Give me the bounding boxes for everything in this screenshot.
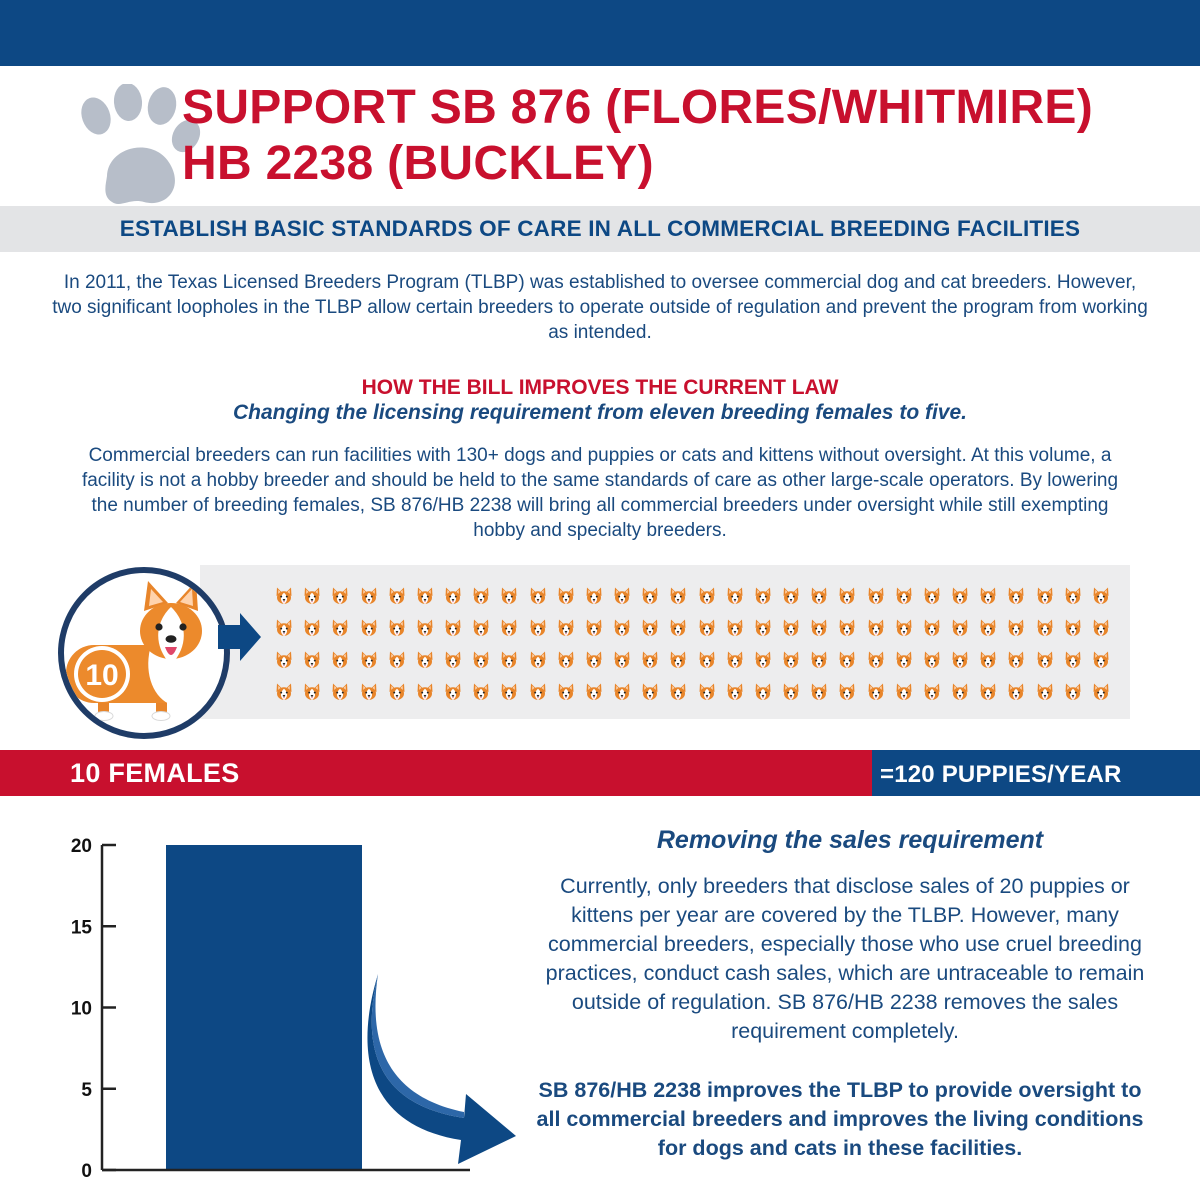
- puppy-icon: [866, 650, 886, 670]
- puppy-icon: [668, 586, 688, 606]
- puppy-icon: [471, 586, 491, 606]
- puppy-icon: [1091, 650, 1111, 670]
- puppy-icon: [330, 682, 350, 702]
- puppy-icon: [697, 618, 717, 638]
- puppy-icon: [697, 682, 717, 702]
- puppy-icon: [1035, 682, 1055, 702]
- puppy-icon: [668, 650, 688, 670]
- puppy-icon: [387, 650, 407, 670]
- puppy-icon: [866, 682, 886, 702]
- puppy-icon: [330, 618, 350, 638]
- puppy-icon: [612, 586, 632, 606]
- puppy-icon: [640, 650, 660, 670]
- puppy-icon: [781, 618, 801, 638]
- puppy-icon: [415, 650, 435, 670]
- puppy-icon: [922, 586, 942, 606]
- puppy-icon: [922, 650, 942, 670]
- puppy-icon: [387, 618, 407, 638]
- puppy-icon: [302, 586, 322, 606]
- puppy-icon: [443, 682, 463, 702]
- corgi-circle: [58, 567, 230, 739]
- puppy-icon: [584, 586, 604, 606]
- puppy-icon: [640, 682, 660, 702]
- improvement-paragraph: Commercial breeders can run facilities with 130+ dogs and puppies or cats and kittens without oversight. At this volume, a facility is not a hobby breeder and should be held to the same standards of care as other large-scale operators. By lowering the number of breeding females, SB 876/HB 2238 will bring all commercial breeders under oversight while still exempting hobby and specialty breeders.: [81, 445, 1119, 541]
- puppy-icon: [668, 682, 688, 702]
- puppy-icon: [950, 682, 970, 702]
- puppy-icon: [1063, 682, 1083, 702]
- puppy-icon: [668, 618, 688, 638]
- puppy-icon: [809, 586, 829, 606]
- puppy-icon: [922, 682, 942, 702]
- puppy-icon: [809, 650, 829, 670]
- puppy-icon: [528, 586, 548, 606]
- puppy-icon: [894, 682, 914, 702]
- puppy-icon: [556, 650, 576, 670]
- puppy-icon: [809, 682, 829, 702]
- puppy-icon: [415, 586, 435, 606]
- puppy-icon: [528, 618, 548, 638]
- puppy-icon: [978, 650, 998, 670]
- puppy-icon: [781, 682, 801, 702]
- puppy-icon: [1006, 618, 1026, 638]
- puppy-icon: [584, 650, 604, 670]
- puppy-icon: [1063, 650, 1083, 670]
- puppy-icon: [894, 618, 914, 638]
- puppy-icon: [894, 586, 914, 606]
- puppy-icon: [866, 618, 886, 638]
- puppy-icon: [330, 586, 350, 606]
- females-label: 10 FEMALES: [70, 758, 240, 788]
- puppy-icon: [978, 586, 998, 606]
- puppy-icon: [950, 586, 970, 606]
- puppy-icon: [837, 650, 857, 670]
- page-title: [182, 80, 1093, 191]
- puppy-icon: [809, 618, 829, 638]
- section-heading: HOW THE BILL IMPROVES THE CURRENT LAW: [361, 376, 839, 399]
- puppy-icon: [1006, 682, 1026, 702]
- puppy-icon: [274, 586, 294, 606]
- puppy-icon: [837, 586, 857, 606]
- puppy-icon: [387, 682, 407, 702]
- puppy-icon: [330, 650, 350, 670]
- puppy-icon: [1063, 618, 1083, 638]
- puppy-icon: [640, 586, 660, 606]
- puppy-icon: [359, 650, 379, 670]
- section-subheading: Changing the licensing requirement from eleven breeding females to five.: [233, 401, 967, 424]
- puppy-icon: [894, 650, 914, 670]
- puppy-icon: [274, 618, 294, 638]
- puppy-icon: [725, 650, 745, 670]
- corgi-icon: [64, 573, 224, 733]
- puppy-icon: [753, 618, 773, 638]
- y-tick-label: 20: [70, 836, 92, 857]
- puppy-icon: [612, 650, 632, 670]
- puppy-icon: [1091, 682, 1111, 702]
- subtitle-band: [0, 206, 1200, 252]
- puppy-panel: [200, 565, 1130, 719]
- puppy-icon: [1006, 650, 1026, 670]
- y-tick-label: 0: [81, 1161, 92, 1182]
- top-banner: [0, 0, 1200, 66]
- puppy-icon: [528, 650, 548, 670]
- y-tick-label: 15: [70, 917, 92, 939]
- chart-bar: [166, 845, 362, 1170]
- puppy-icon: [866, 586, 886, 606]
- puppy-icon: [1006, 586, 1026, 606]
- puppy-icon: [612, 618, 632, 638]
- puppy-icon: [697, 586, 717, 606]
- sales-section-heading: Removing the sales requirement: [656, 826, 1044, 854]
- puppy-icon: [302, 618, 322, 638]
- puppy-icon: [415, 682, 435, 702]
- puppy-icon: [584, 682, 604, 702]
- puppy-icon: [837, 682, 857, 702]
- puppy-icon: [499, 682, 519, 702]
- puppy-icon: [1063, 586, 1083, 606]
- puppy-icon: [978, 618, 998, 638]
- puppy-icon: [1091, 618, 1111, 638]
- puppy-icon: [387, 586, 407, 606]
- puppy-icon: [753, 586, 773, 606]
- puppy-icon: [471, 682, 491, 702]
- puppies-per-year-label: =120 PUPPIES/YEAR: [880, 761, 1122, 788]
- puppy-icon: [274, 682, 294, 702]
- title-line-1: SUPPORT SB 876 (FLORES/WHITMIRE): [182, 81, 1094, 134]
- puppy-icon: [584, 618, 604, 638]
- y-tick-label: 10: [70, 998, 92, 1020]
- puppy-icon: [1035, 586, 1055, 606]
- puppy-icon: [697, 650, 717, 670]
- puppy-icon: [302, 650, 322, 670]
- puppy-icon: [274, 650, 294, 670]
- puppy-icon: [753, 682, 773, 702]
- puppy-icon: [499, 650, 519, 670]
- puppy-icon: [725, 586, 745, 606]
- puppy-icon: [950, 650, 970, 670]
- puppy-icon: [556, 586, 576, 606]
- puppy-icon: [1035, 618, 1055, 638]
- subtitle: ESTABLISH BASIC STANDARDS OF CARE IN ALL COMMERCIAL BREEDING FACILITIES: [119, 216, 1081, 241]
- puppy-icon: [471, 650, 491, 670]
- puppy-icon: [1035, 650, 1055, 670]
- puppy-icon: [471, 618, 491, 638]
- puppy-icon: [443, 618, 463, 638]
- puppy-icon: [950, 618, 970, 638]
- arrow-right-icon: [218, 612, 262, 662]
- puppy-icon: [359, 682, 379, 702]
- puppy-icon: [443, 650, 463, 670]
- intro-paragraph: In 2011, the Texas Licensed Breeders Program (TLBP) was established to oversee commercial dog and cat breeders. However, two significant loopholes in the TLBP allow certain breeders to operate outside of regulation and prevent the program from working as intended.: [52, 272, 1148, 343]
- puppy-icon: [640, 618, 660, 638]
- y-tick-label: 5: [81, 1079, 92, 1101]
- closing-statement: SB 876/HB 2238 improves the TLBP to provide oversight to all commercial breeders and improves the living conditions for dogs and cats in these facilities.: [536, 1078, 1144, 1160]
- puppy-icon: [781, 586, 801, 606]
- puppy-icon: [753, 650, 773, 670]
- puppy-icon: [556, 618, 576, 638]
- puppy-icon: [725, 682, 745, 702]
- puppy-icon: [556, 682, 576, 702]
- puppy-icon: [499, 618, 519, 638]
- puppy-icon: [415, 618, 435, 638]
- puppy-icon: [443, 586, 463, 606]
- puppy-icon: [359, 618, 379, 638]
- puppy-icon: [837, 618, 857, 638]
- puppy-icon: [528, 682, 548, 702]
- puppy-icon-grid: [270, 580, 1115, 708]
- puppy-icon: [978, 682, 998, 702]
- puppy-icon: [499, 586, 519, 606]
- puppy-icon: [359, 586, 379, 606]
- sales-section-paragraph: Currently, only breeders that disclose sales of 20 puppies or kittens per year are covered by the TLBP. However, many commercial breeders, especially those who use cruel breeding practices, conduct cash sales, which are untraceable to remain outside of regulation. SB 876/HB 2238 removes the sales requirement completely.: [545, 874, 1145, 1043]
- puppy-icon: [612, 682, 632, 702]
- puppy-icon: [922, 618, 942, 638]
- puppy-icon: [781, 650, 801, 670]
- puppy-icon: [725, 618, 745, 638]
- female-count-badge: 10: [85, 659, 119, 692]
- puppy-icon: [1091, 586, 1111, 606]
- title-line-2: HB 2238 (BUCKLEY): [182, 136, 654, 190]
- puppy-icon: [302, 682, 322, 702]
